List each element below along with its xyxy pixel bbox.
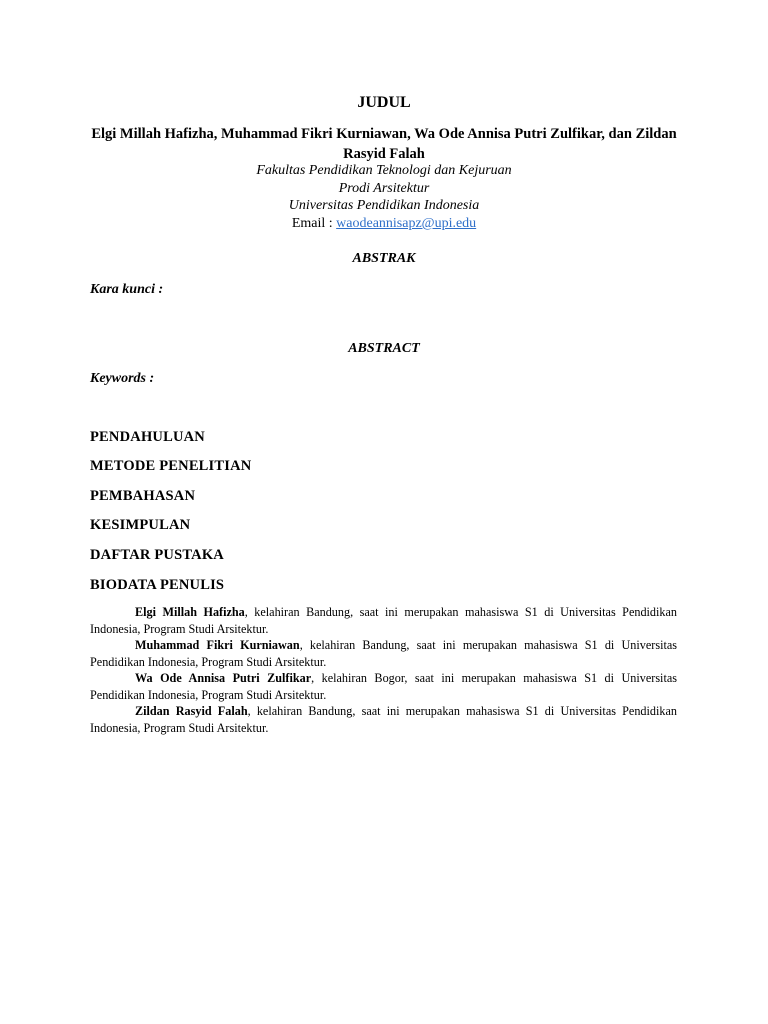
abstract-heading: ABSTRACT: [348, 341, 420, 356]
email-line: [0, 215, 768, 233]
kata-kunci-label: Kara kunci :: [90, 282, 164, 297]
abstrak-heading: ABSTRAK: [352, 251, 416, 266]
section-heading-pembahasan: PEMBAHASAN: [90, 488, 196, 504]
biodata-author-name: Muhammad Fikri Kurniawan: [135, 638, 300, 652]
biodata-paragraph: [90, 637, 677, 670]
biodata-author-name: Wa Ode Annisa Putri Zulfikar: [135, 671, 312, 685]
section-heading-metode-penelitian: METODE PENELITIAN: [90, 458, 252, 474]
biodata-author-name: Elgi Millah Hafizha: [135, 605, 245, 619]
keywords-label: Keywords :: [90, 371, 155, 386]
biodata-author-name: Zildan Rasyid Falah: [135, 704, 248, 718]
section-heading-kesimpulan: KESIMPULAN: [90, 517, 191, 533]
affiliation-faculty: Fakultas Pendidikan Teknologi dan Kejuruan: [256, 163, 512, 178]
biodata-text: , kelahiran Bandung, saat ini merupakan mahasiswa S1 di Universitas Pendidikan Indonesia, Program Studi Arsitektur.: [90, 605, 677, 636]
biodata-paragraph: [90, 604, 677, 637]
section-heading-biodata-penulis: BIODATA PENULIS: [90, 577, 225, 593]
affiliation-program: Prodi Arsitektur: [338, 180, 430, 196]
email-label: Email :: [291, 216, 337, 231]
affiliation-university: Universitas Pendidikan Indonesia: [288, 198, 480, 213]
biodata-text: , kelahiran Bandung, saat ini merupakan mahasiswa S1 di Universitas Pendidikan Indonesia, Program Studi Arsitektur.: [90, 638, 677, 669]
biodata-paragraph: [90, 670, 677, 703]
author-list: Elgi Millah Hafizha, Muhammad Fikri Kurniawan, Wa Ode Annisa Putri Zulfikar, dan Zildan Rasyid Falah: [91, 126, 677, 162]
biodata-text: , kelahiran Bogor, saat ini merupakan mahasiswa S1 di Universitas Pendidikan Indonesia, Program Studi Arsitektur.: [90, 671, 677, 702]
biodata-paragraph: [90, 703, 677, 736]
section-heading-daftar-pustaka: DAFTAR PUSTAKA: [90, 547, 224, 563]
section-heading-pendahuluan: PENDAHULUAN: [90, 429, 205, 445]
document-title: JUDUL: [357, 94, 411, 111]
email-link[interactable]: waodeannisapz@upi.edu: [336, 216, 477, 231]
biodata-text: , kelahiran Bandung, saat ini merupakan mahasiswa S1 di Universitas Pendidikan Indonesia, Program Studi Arsitektur.: [90, 704, 677, 735]
